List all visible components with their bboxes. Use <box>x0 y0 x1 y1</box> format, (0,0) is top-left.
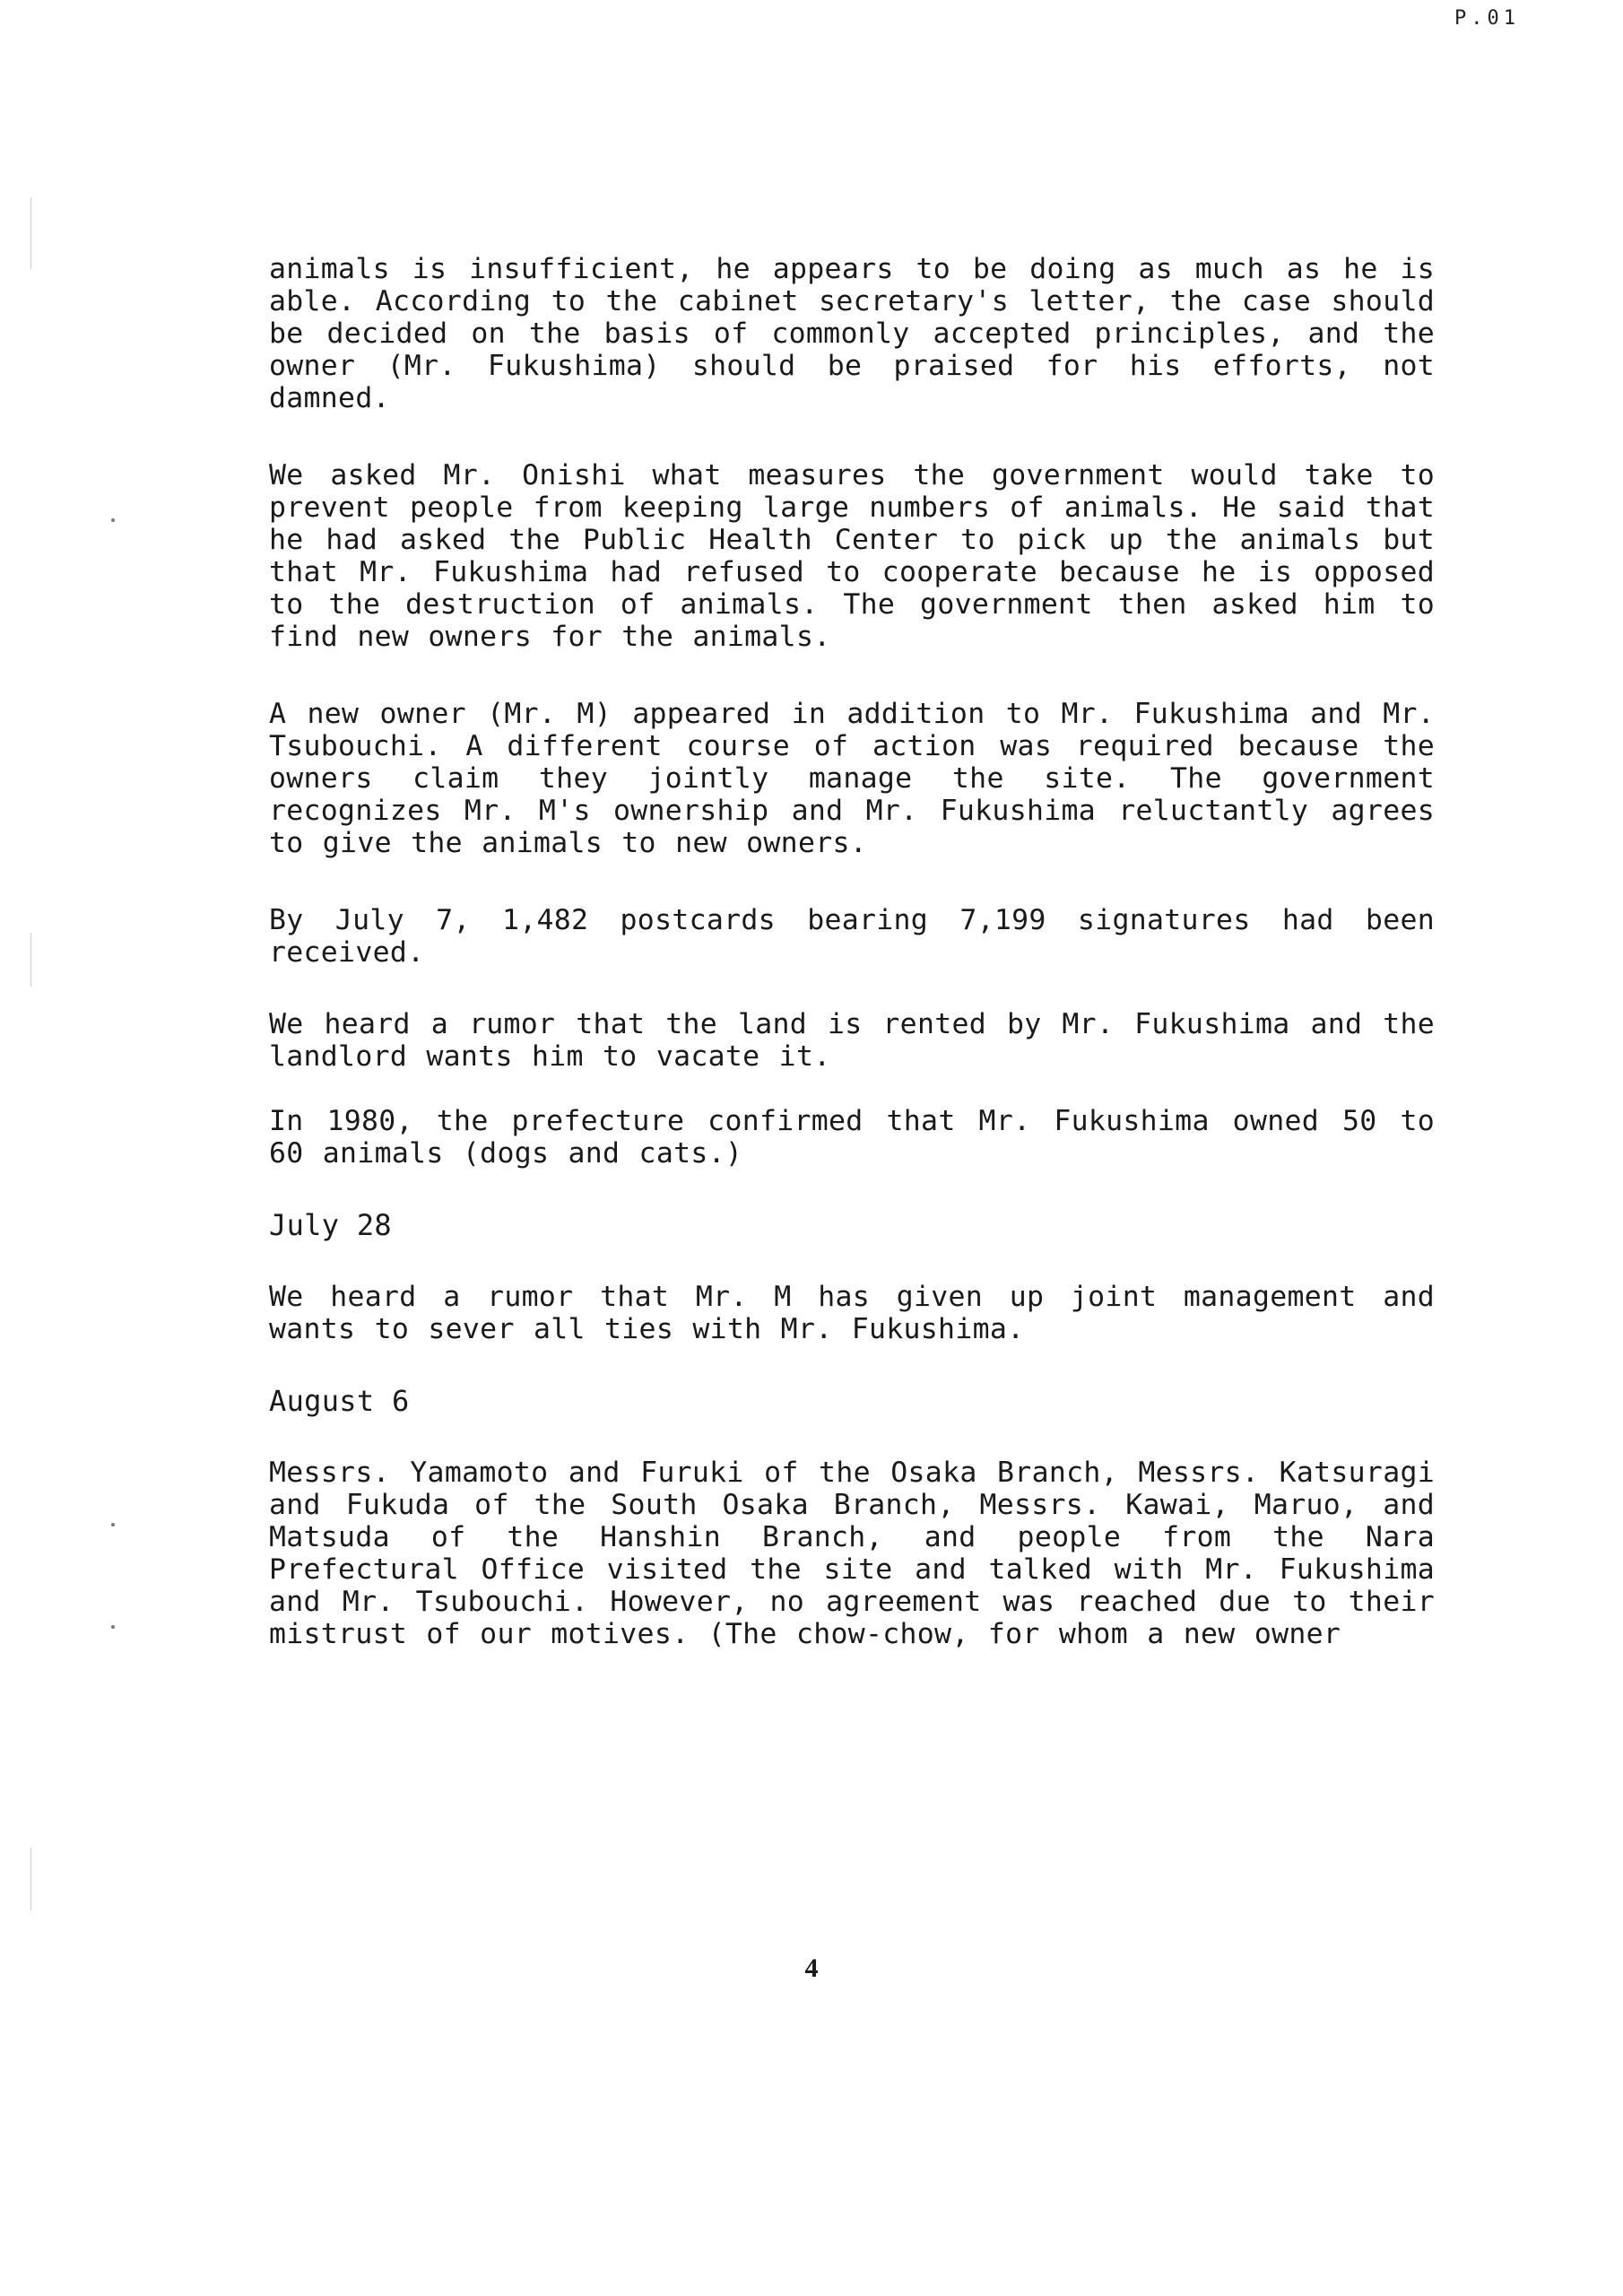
page-number: 4 <box>804 1953 819 1983</box>
paragraph-postcards: By July 7, 1,482 postcards bearing 7,199 signatures had been received. <box>269 904 1435 969</box>
paragraph-site-visit: Messrs. Yamamoto and Furuki of the Osaka Branch, Messrs. Katsuragi and Fukuda of the South Osaka Branch, Messrs. Kawai, Maruo, and Matsuda of the Hanshin Branch, and people from the Nara Prefectural Office visited the site and talked with Mr. Fukushima and Mr. Tsubouchi. However, no agreement was reached due to their mistrust of our motives. (The chow-chow, for whom a new owner <box>269 1457 1435 1650</box>
scan-edge-mark <box>30 197 31 269</box>
paragraph-asked-onishi: We asked Mr. Onishi what measures the government would take to prevent people from keeping large numbers of animals. He said that he had asked the Public Health Center to pick up the animals but that Mr. Fukushima had refused to cooperate because he is opposed to the destruction of animals. The government then asked him to find new owners for the animals. <box>269 459 1435 653</box>
document-body <box>269 253 1435 1650</box>
paragraph-new-owner: A new owner (Mr. M) appeared in addition to Mr. Fukushima and Mr. Tsubouchi. A different course of action was required because the owners claim they jointly manage the site. The government recognizes Mr. M's ownership and Mr. Fukushima reluctantly agrees to give the animals to new owners. <box>269 698 1435 859</box>
scan-dot-mark <box>111 1625 115 1629</box>
date-heading-august-6: August 6 <box>269 1384 410 1418</box>
date-heading-july-28: July 28 <box>269 1208 392 1242</box>
paragraph-joint-management: We heard a rumor that Mr. M has given up joint management and wants to sever all ties with Mr. Fukushima. <box>269 1281 1435 1345</box>
paragraph-land-rumor: We heard a rumor that the land is rented by Mr. Fukushima and the landlord wants him to vacate it. <box>269 1008 1435 1073</box>
paragraph-prefecture-1980: In 1980, the prefecture confirmed that Mr. Fukushima owned 50 to 60 animals (dogs and cats.) <box>269 1105 1435 1170</box>
scan-edge-mark <box>30 933 31 987</box>
scan-dot-mark <box>111 1523 115 1526</box>
paragraph-animals-insufficient: animals is insufficient, he appears to be doing as much as he is able. According to the cabinet secretary's letter, the case should be decided on the basis of commonly accepted principles, and the owner (Mr. Fukushima) should be praised for his efforts, not damned. <box>269 253 1435 414</box>
fax-page-header: P.01 <box>1454 7 1520 30</box>
scan-edge-mark <box>30 1848 31 1910</box>
scan-dot-mark <box>111 518 115 522</box>
